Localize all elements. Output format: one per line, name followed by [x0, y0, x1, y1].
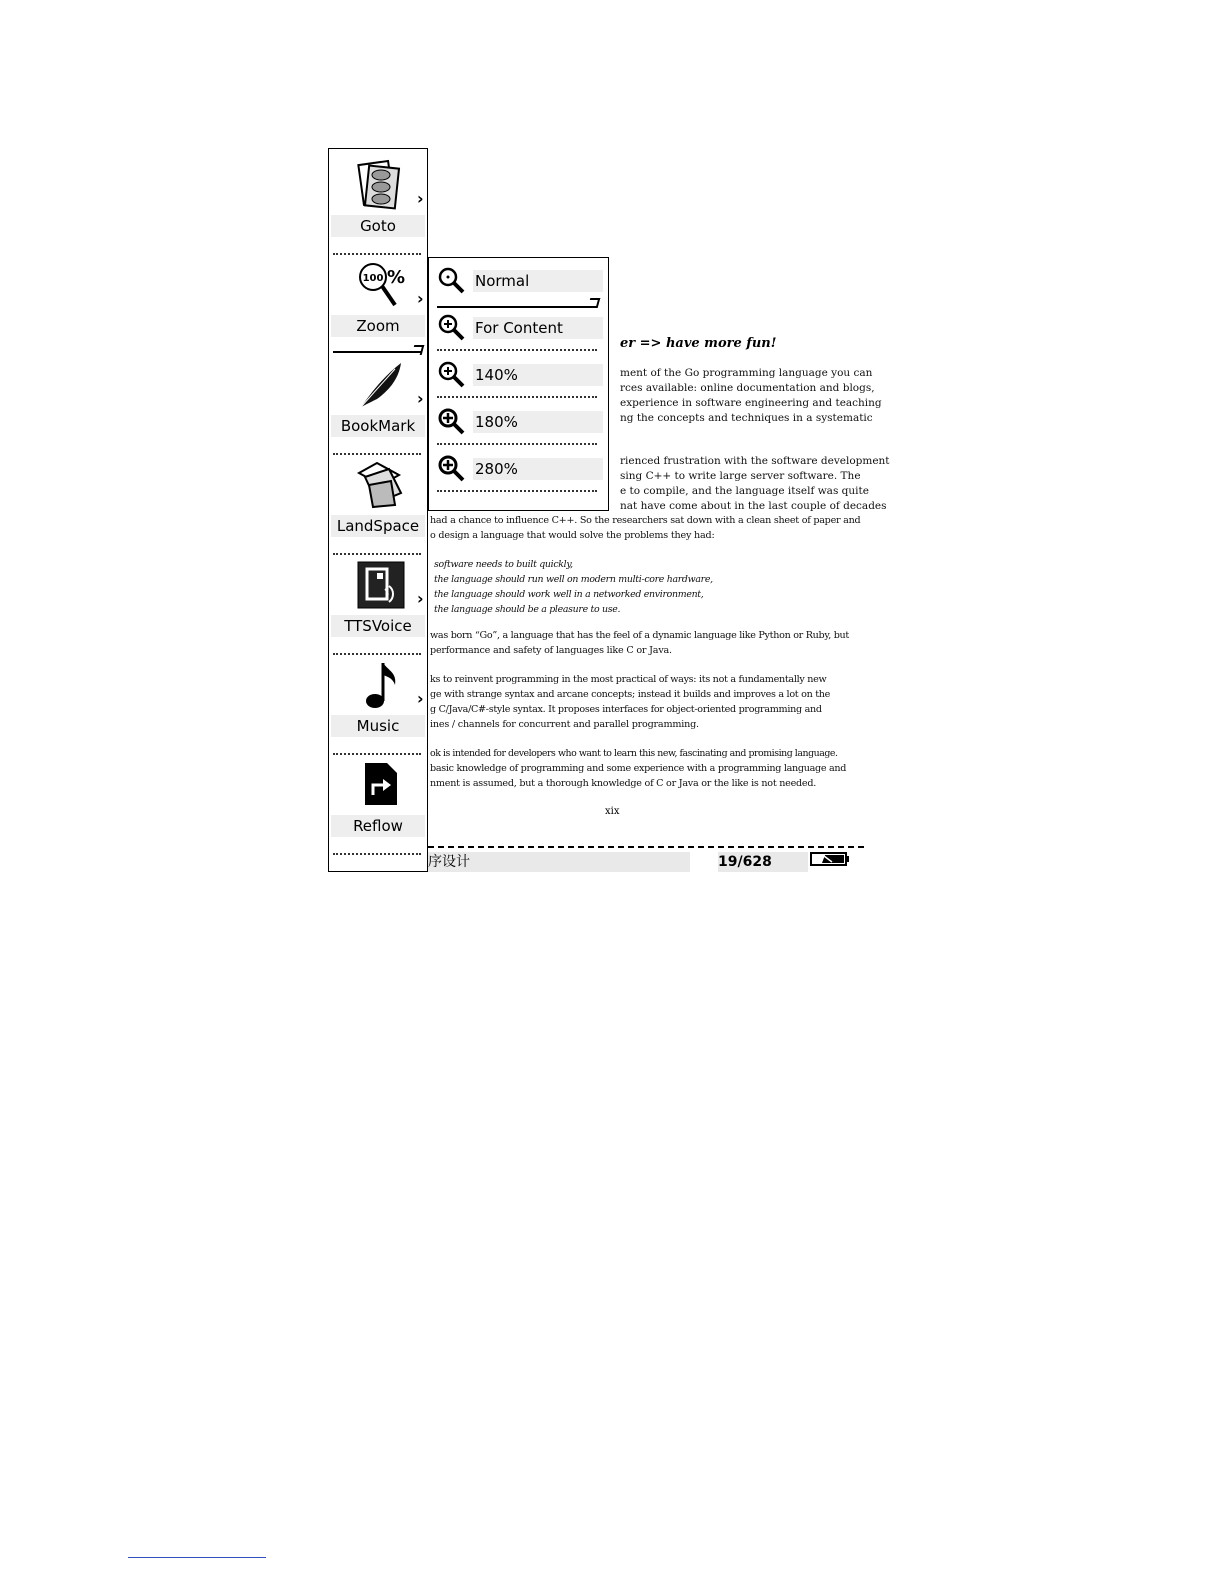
text-line: ge with strange syntax and arcane concepts; instead it builds and improves a lot on the [430, 689, 831, 700]
menu-item-label: TTSVoice [331, 615, 425, 637]
reader-menu [328, 148, 428, 872]
zoom-option-label: For Content [473, 317, 603, 339]
text-line: ng the concepts and techniques in a systematic [620, 412, 873, 424]
text-line: experience in software engineering and teaching [620, 397, 882, 409]
zoom-out-icon [437, 266, 465, 294]
book-title: 序设计 [428, 852, 690, 872]
selection-underline [333, 351, 421, 353]
zoom-submenu [428, 257, 609, 511]
zoom-option-label: 280% [473, 458, 603, 480]
text-line: ok is intended for developers who want to learn this new, fascinating and promising language. [430, 748, 838, 759]
divider [333, 853, 421, 855]
text-line: o design a language that would solve the problems they had: [430, 530, 715, 541]
zoom-icon [355, 259, 407, 311]
chevron-right-icon: › [417, 589, 424, 608]
chevron-right-icon: › [417, 189, 424, 208]
zoom-option-180[interactable] [429, 399, 608, 446]
text-line: g C/Java/C#-style syntax. It proposes interfaces for object-oriented programming and [430, 704, 822, 715]
menu-item-label: BookMark [331, 415, 425, 437]
list-item: software needs to built quickly, [434, 559, 573, 570]
zoom-in-icon [437, 360, 465, 388]
text-line: had a chance to influence C++. So the researchers sat down with a clean sheet of paper and [430, 515, 861, 526]
menu-item-label: Music [331, 715, 425, 737]
section-heading: er => have more fun! [620, 336, 777, 351]
zoom-option-140[interactable] [429, 352, 608, 399]
text-line: was born “Go”, a language that has the feel of a dynamic language like Python or Ruby, but [430, 630, 849, 641]
zoom-option-label: Normal [473, 270, 603, 292]
footer-rule [128, 1557, 266, 1558]
text-line: basic knowledge of programming and some experience with a programming language and [430, 763, 847, 774]
battery-icon [810, 852, 850, 866]
text-line: rienced frustration with the software development [620, 455, 890, 467]
divider [333, 253, 421, 255]
zoom-option-label: 140% [473, 364, 603, 386]
menu-item-label: Goto [331, 215, 425, 237]
text-line: ks to reinvent programming in the most practical of ways: its not a fundamentally new [430, 674, 827, 685]
landscape-icon [355, 459, 407, 511]
page-number-label: xix [605, 806, 620, 817]
chevron-right-icon: › [417, 689, 424, 708]
text-line: ines / channels for concurrent and parallel programming. [430, 719, 699, 730]
divider [333, 753, 421, 755]
divider [333, 553, 421, 555]
zoom-icon-text: 100 [362, 273, 384, 284]
list-item: the language should be a pleasure to use. [434, 604, 621, 615]
status-divider [428, 846, 864, 848]
chevron-right-icon: › [417, 389, 424, 408]
menu-item-label: Zoom [331, 315, 425, 337]
zoom-in-icon [437, 407, 465, 435]
divider [437, 396, 597, 398]
zoom-option-280[interactable] [429, 446, 608, 493]
text-line: nat have come about in the last couple of decades [620, 500, 887, 512]
text-line: rces available: online documentation and blogs, [620, 382, 875, 394]
divider [437, 443, 597, 445]
zoom-icon-pct: % [387, 267, 406, 288]
divider [437, 349, 597, 351]
page-indicator[interactable]: 19/628 [718, 852, 808, 872]
music-note-icon [355, 659, 407, 711]
zoom-option-normal[interactable] [429, 258, 608, 305]
tts-voice-icon [355, 559, 407, 611]
zoom-option-label: 180% [473, 411, 603, 433]
goto-icon [355, 159, 407, 211]
list-item: the language should run well on modern multi-core hardware, [434, 574, 713, 585]
list-item: the language should work well in a networked environment, [434, 589, 704, 600]
menu-item-label: LandSpace [331, 515, 425, 537]
reflow-icon [355, 759, 407, 811]
divider [437, 490, 597, 492]
text-line: e to compile, and the language itself was quite [620, 485, 869, 497]
divider [333, 653, 421, 655]
selection-corner [412, 345, 425, 355]
zoom-in-icon [437, 313, 465, 341]
text-line: sing C++ to write large server software. The [620, 470, 861, 482]
bookmark-feather-icon [355, 359, 407, 411]
zoom-option-for-content[interactable] [429, 305, 608, 352]
divider [333, 453, 421, 455]
chevron-right-icon: › [417, 289, 424, 308]
zoom-in-icon [437, 454, 465, 482]
text-line: nment is assumed, but a thorough knowledge of C or Java or the like is not needed. [430, 778, 817, 789]
text-line: performance and safety of languages like C or Java. [430, 645, 672, 656]
text-line: ment of the Go programming language you can [620, 367, 873, 379]
menu-item-label: Reflow [331, 815, 425, 837]
